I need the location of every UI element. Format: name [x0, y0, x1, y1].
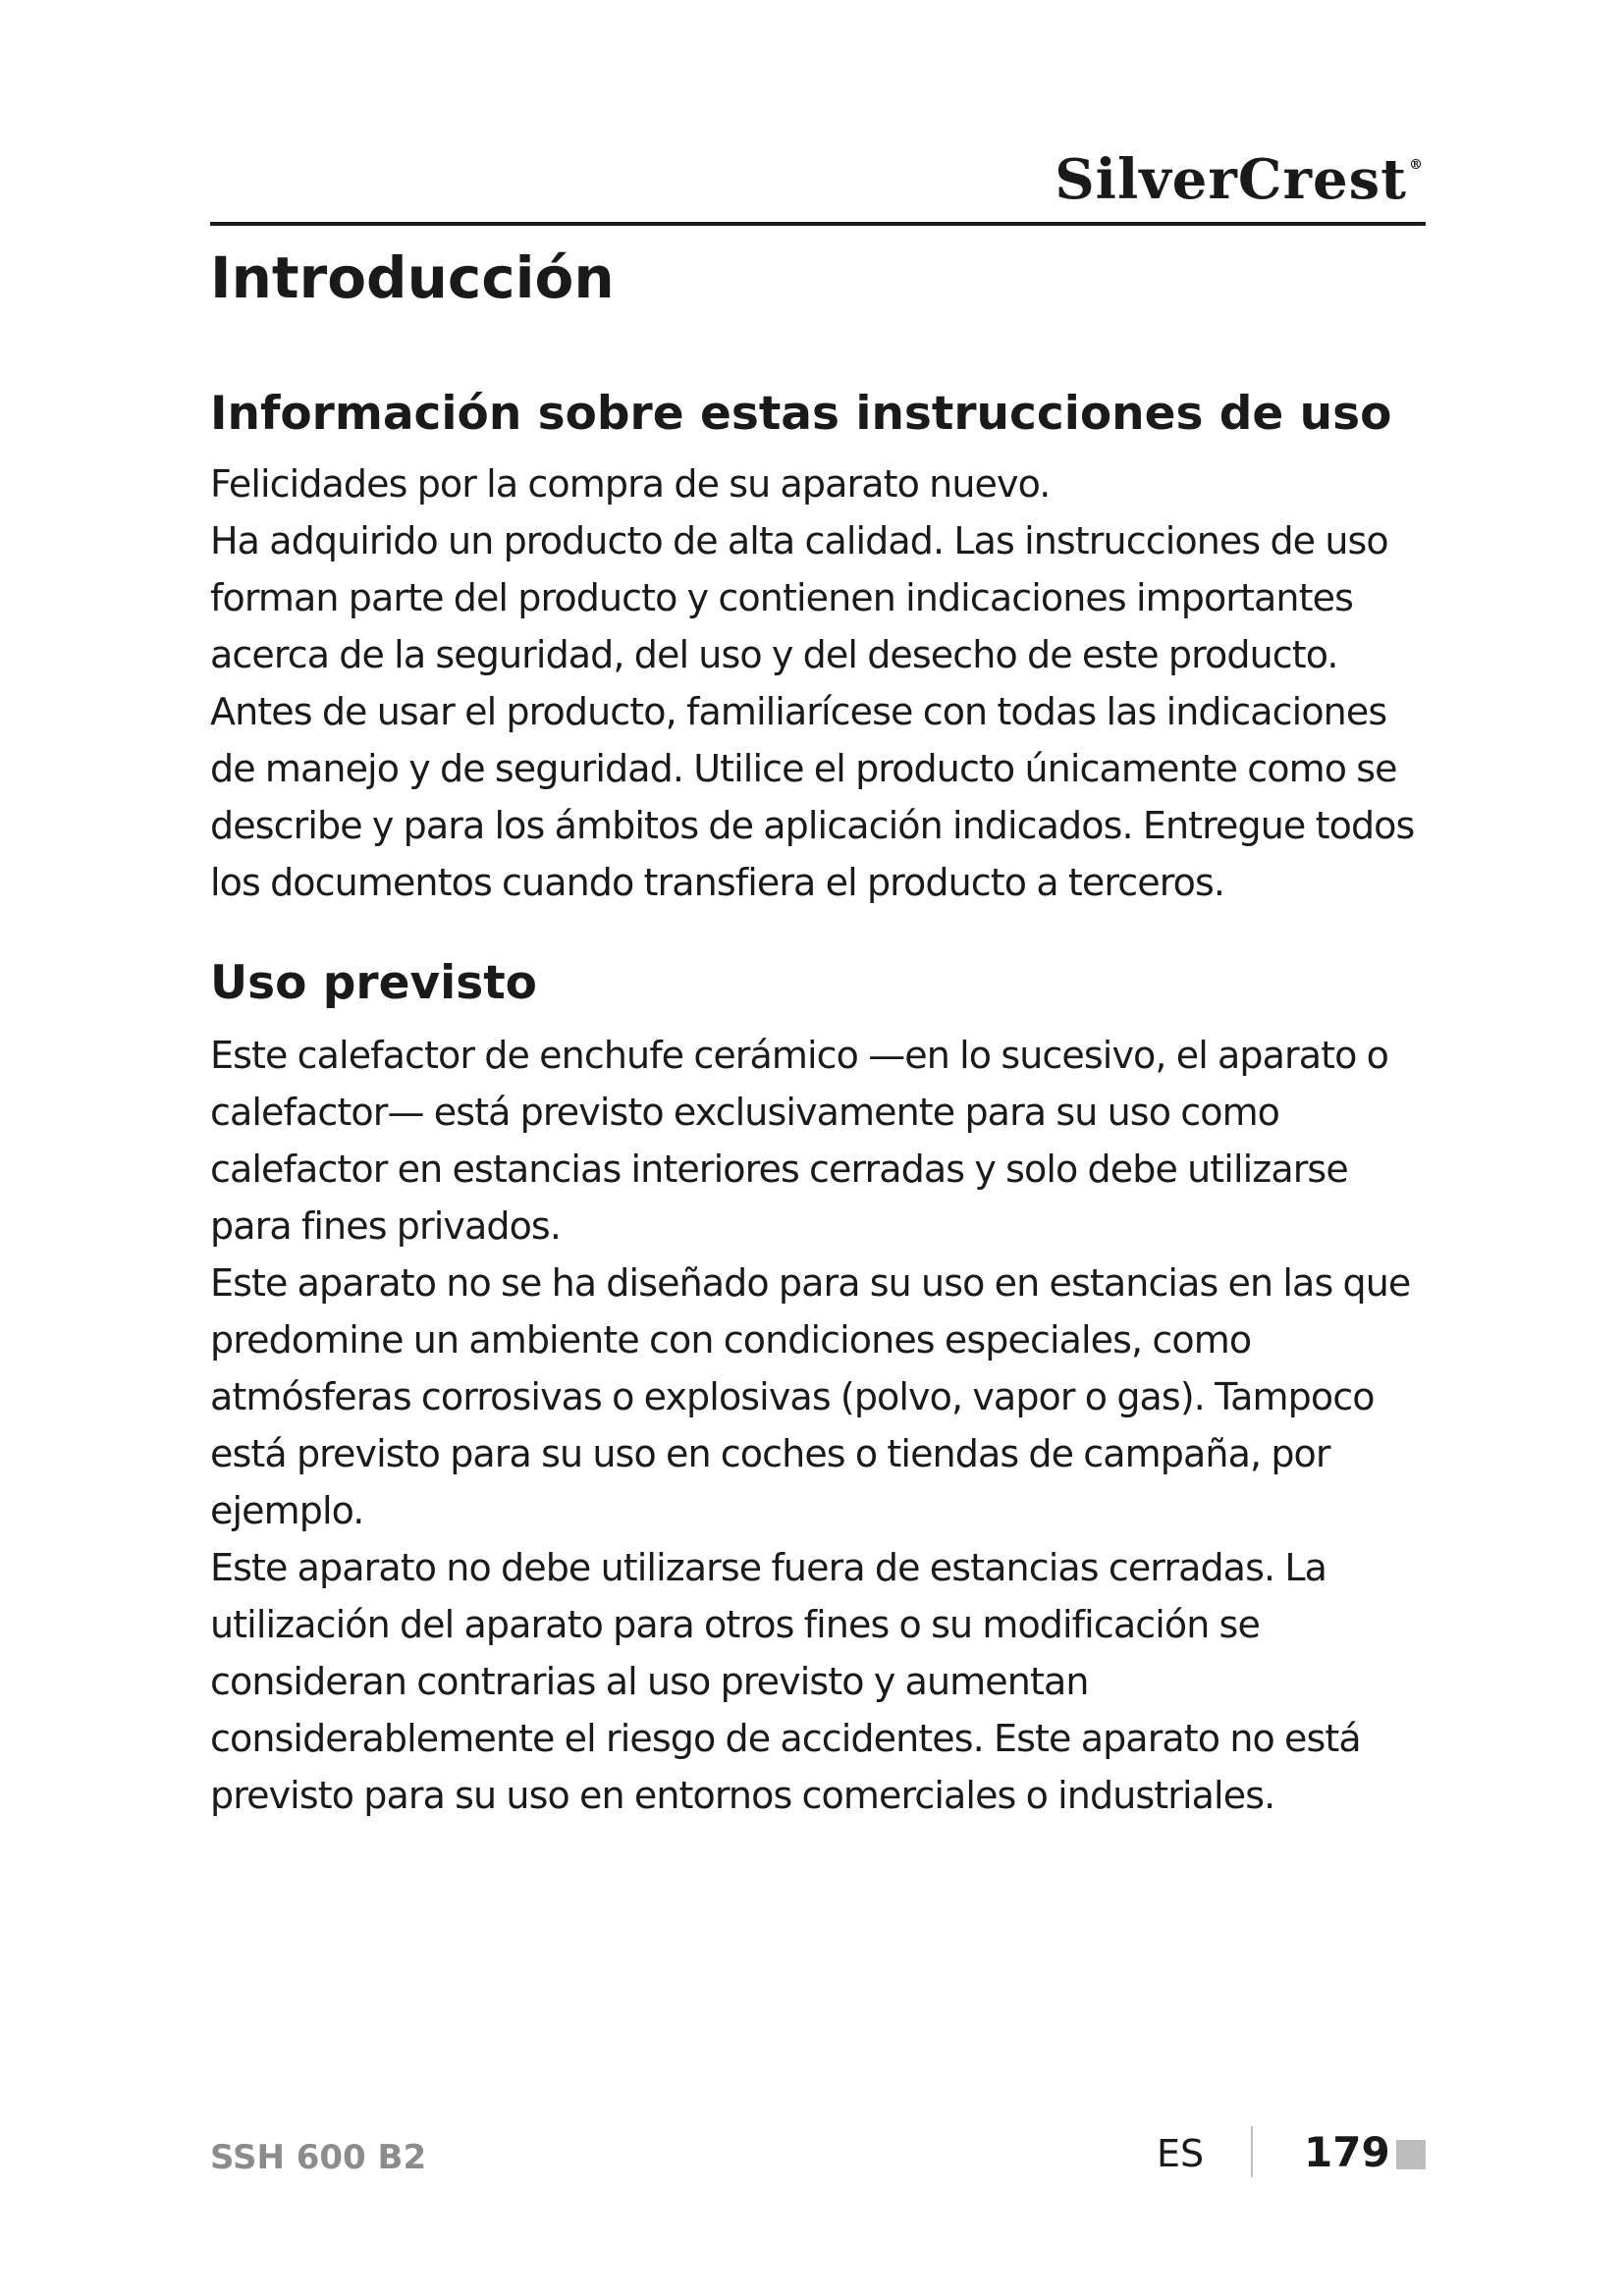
registered-mark: ®: [1409, 157, 1424, 173]
paragraph: Este calefactor de enchufe cerámico —en lo sucesivo, el aparato o calefactor— está previsto exclusivamente para su uso como calefactor en estancias interiores cerradas y solo debe utilizarse para fines privados.: [210, 1034, 1389, 1248]
section-heading-info: Información sobre estas instrucciones de uso: [210, 387, 1392, 441]
section-heading-intended-use: Uso previsto: [210, 956, 537, 1010]
paragraph: Felicidades por la compra de su aparato nuevo.: [210, 462, 1051, 506]
brand-logo: [1055, 147, 1424, 212]
paragraph: Este aparato no se ha diseñado para su uso en estancias en las que predomine un ambiente con condiciones especiales, como atmósferas corrosivas o explosivas (polvo, vapor o gas). Tampoco está previsto para su uso en coches o tiendas de campaña, por ejemplo.: [210, 1261, 1411, 1532]
footer-model: SSH 600 B2: [210, 2138, 427, 2177]
footer-divider: [1251, 2126, 1253, 2177]
footer-language: ES: [1157, 2132, 1205, 2175]
brand-name: SilverCrest: [1055, 147, 1407, 212]
page-number: 179: [1304, 2128, 1390, 2176]
chapter-title: Introducción: [210, 244, 615, 311]
page-content: [210, 234, 1428, 1824]
paragraph: Ha adquirido un producto de alta calidad. Las instrucciones de uso forman parte del producto y contienen indicaciones importantes acerca de la seguridad, del uso y del desecho de este producto. Antes de usar el producto, familiarícese con todas las indicaciones de manejo y de seguridad. Utilice el producto únicamente como se describe y para los ámbitos de aplicación indicados. Entregue todos los documentos cuando transfiera el producto a terceros.: [210, 519, 1415, 904]
page-marker-square: [1396, 2140, 1426, 2169]
paragraph: Este aparato no debe utilizarse fuera de estancias cerradas. La utilización del aparato para otros fines o su modificación se consideran contrarias al uso previsto y aumentan considerablemente el riesgo de accidentes. Este aparato no está previsto para su uso en entornos comerciales o industriales.: [210, 1546, 1361, 1817]
header-rule: [210, 222, 1426, 226]
